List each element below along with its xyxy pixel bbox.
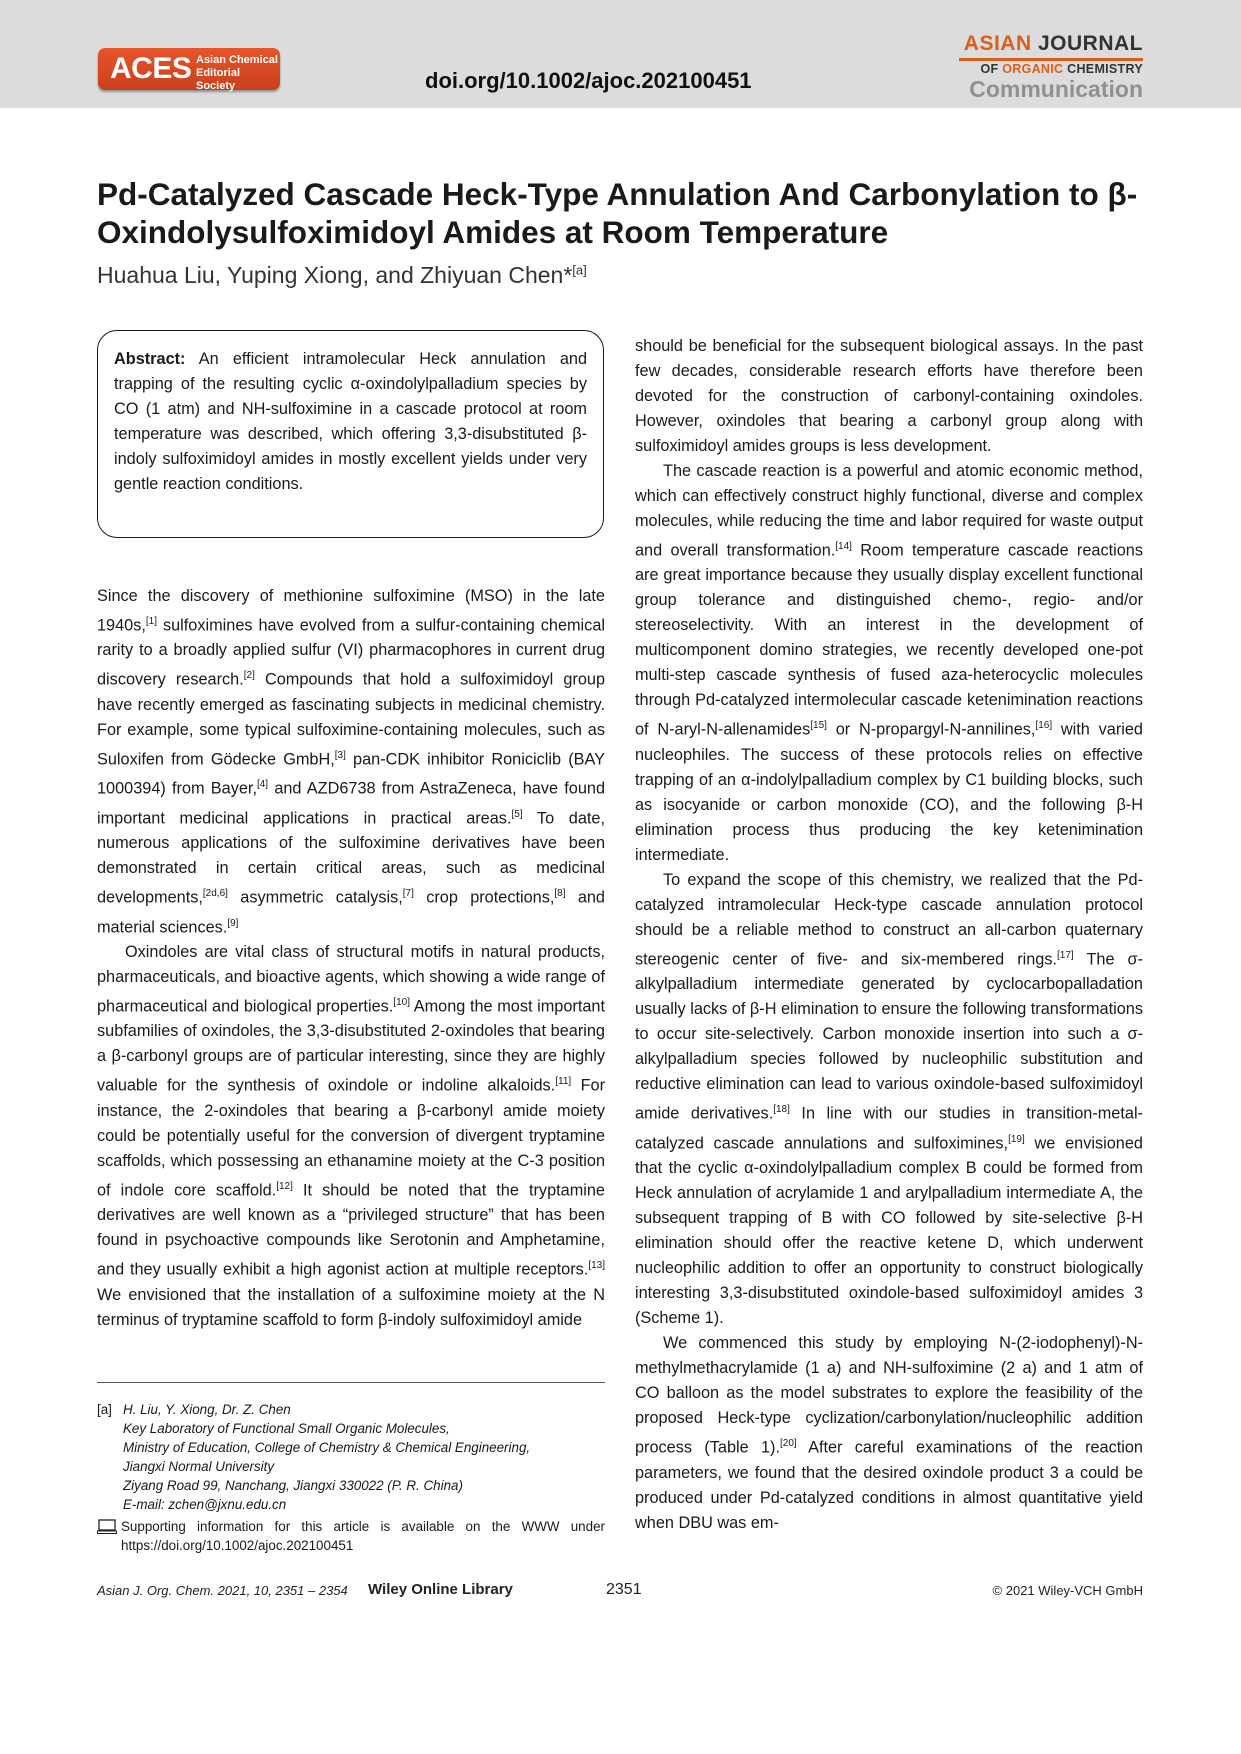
footer-citation: Asian J. Org. Chem. 2021, 10, 2351 – 2354: [97, 1583, 348, 1598]
footnote-line: H. Liu, Y. Xiong, Dr. Z. Chen: [123, 1402, 291, 1417]
article-type: Communication: [969, 76, 1143, 102]
aces-logo-subtitle: Asian Chemical Editorial Society: [196, 54, 278, 92]
footnote-email[interactable]: E-mail: zchen@jxnu.edu.cn: [123, 1497, 287, 1512]
abstract-label: Abstract:: [114, 350, 186, 368]
page-header: [0, 0, 1241, 108]
body-paragraph: We commenced this study by employing N-(2-iodophenyl)-N-methylmethacrylamide (1 a) and NH-sulfoximine (2 a) and 1 atm of CO balloon as the model substrates to explore the feasibility of the proposed Heck-type cyclization/carbonylation/nucleophilic addition process (Table 1).[20] After careful examinations of the reaction parameters, we found that the desired oxindole product 3 a could be produced under Pd-catalyzed conditions in almost quantitative yield when DBU was em-: [635, 1334, 1143, 1532]
body-column-left: [97, 584, 605, 1333]
supporting-info-text: Supporting information for this article is available on the WWW under https://doi.org/10.1002/ajoc.202100451: [121, 1519, 605, 1553]
aces-logo-word: ACES: [110, 52, 192, 85]
footnote-label: [a]: [97, 1402, 112, 1417]
footnote-line: Ministry of Education, College of Chemistry & Chemical Engineering,: [123, 1440, 531, 1455]
journal-name-line1: ASIAN JOURNAL: [963, 32, 1143, 55]
footnote-line: Key Laboratory of Functional Small Organic Molecules,: [123, 1421, 450, 1436]
footer-copyright: © 2021 Wiley-VCH GmbH: [992, 1583, 1143, 1598]
abstract-box: [97, 330, 604, 538]
footnote-line: Ziyang Road 99, Nanchang, Jiangxi 330022 (P. R. China): [123, 1478, 463, 1493]
body-paragraph: To expand the scope of this chemistry, we realized that the Pd-catalyzed intramolecular Heck-type cascade annulation protocol should be a reliable method to construct an all-carbon quaternary stereogenic center of five- and six-membered rings.[17] The σ-alkylpalladium intermediate generated by cyclocarbopalladation usually lacks of β-H elimination to ensure the following transformations to occur site-selectively. Carbon monoxide insertion into such a σ-alkylpalladium species followed by nucleophilic substitution and reductive elimination can lead to various oxindole-based sulfoximidoyl amide derivatives.[18] In line with our studies in transition-metal-catalyzed cascade annulations and sulfoximines,[19] we envisioned that the cyclic α-oxindolylpalladium complex B could be formed from Heck annulation of acrylamide 1 and arylpalladium intermediate A, the subsequent trapping of B with CO followed by site-selective β-H elimination should offer the reactive ketene D, which underwent nucleophilic addition to offer an opportunity to construct biologically interesting 3,3-disubstituted oxindole-based sulfoximidoyl amides 3 (Scheme 1).: [635, 870, 1143, 1328]
aces-logo: [98, 48, 280, 90]
abstract-text: Abstract: An efficient intramolecular Heck annulation and trapping of the resulting cyclic α-oxindolylpalladium species by CO (1 atm) and NH-sulfoximine in a cascade protocol at room temperature was described, which offering 3,3-disubstituted β-indoly sulfoximidoyl amides in mostly excellent yields under very gentle reaction conditions.: [114, 350, 587, 493]
body-paragraph: should be beneficial for the subsequent biological assays. In the past few decades, considerable research efforts have therefore been devoted for the construction of carbonyl-containing oxindoles. However, oxindoles that bearing a carbonyl group along with sulfoximidoyl amides groups is less development.: [635, 337, 1143, 455]
journal-rule: [959, 58, 1143, 61]
footnote-divider: [97, 1382, 605, 1383]
author-list: Huahua Liu, Yuping Xiong, and Zhiyuan Chen*[a]: [97, 262, 587, 288]
author-affiliation-mark: [a]: [572, 262, 587, 278]
page-number: 2351: [606, 1581, 642, 1598]
body-paragraph: Since the discovery of methionine sulfoximine (MSO) in the late 1940s,[1] sulfoximines have evolved from a sulfur-containing chemical rarity to a broadly applied sulfur (VI) pharmacophores in current drug discovery research.[2] Compounds that hold a sulfoximidoyl group have recently emerged as fascinating subjects in medicinal chemistry. For example, some typical sulfoximine-containing molecules, such as Suloxifen from Gödecke GmbH,[3] pan-CDK inhibitor Roniciclib (BAY 1000394) from Bayer,[4] and AZD6738 from AstraZeneca, have found important medicinal applications in practical areas.[5] To date, numerous applications of the sulfoximine derivatives have been demonstrated in certain critical areas, such as medicinal developments,[2d,6] asymmetric catalysis,[7] crop protections,[8] and material sciences.[9]: [97, 587, 605, 936]
doi-link[interactable]: doi.org/10.1002/ajoc.202100451: [425, 68, 752, 93]
body-column-right: [635, 334, 1143, 1536]
body-paragraph: Oxindoles are vital class of structural motifs in natural products, pharmaceuticals, and bioactive agents, which showing a wide range of pharmaceutical and biological properties.[10] Among the most important subfamilies of oxindoles, the 3,3-disubstituted 2-oxindoles that bearing a β-carbonyl groups are of particular interesting, since they are highly valuable for the synthesis of oxindole or indoline alkaloids.[11] For instance, the 2-oxindoles that bearing a β-carbonyl amide moiety could be potentially useful for the conversion of divergent tryptamine scaffolds, which possessing an ethanamine moiety at the C-3 position of indole core scaffold.[12] It should be noted that the tryptamine derivatives are well known as a “privileged structure” that has been found in psychoactive compounds like Serotonin and Amphetamine, and they usually exhibit a high agonist action at multiple receptors.[13] We envisioned that the installation of a sulfoximine moiety at the N terminus of tryptamine scaffold to form β-indoly sulfoximidoyl amide: [97, 942, 605, 1329]
journal-name-line2: OF ORGANIC CHEMISTRY: [980, 62, 1143, 76]
footnote-line: Jiangxi Normal University: [123, 1459, 275, 1474]
article-title: Pd-Catalyzed Cascade Heck-Type Annulation And Carbonylation to β-Oxindolysulfoximidoyl Amides at Room Temperature: [97, 176, 1138, 250]
footer-publisher-link[interactable]: Wiley Online Library: [368, 1581, 513, 1598]
supporting-info: [97, 1517, 605, 1555]
affiliation-footnote: [97, 1400, 605, 1514]
computer-icon: [97, 1519, 117, 1534]
body-paragraph: The cascade reaction is a powerful and atomic economic method, which can effectively construct highly functional, diverse and complex molecules, while reducing the time and labor required for waste output and overall transformation.[14] Room temperature cascade reactions are great importance because they usually display excellent functional group tolerance and distinguished chemo-, regio- and/or stereoselectivity. With an interest in the development of multicomponent domino strategies, we recently developed one-pot multi-step cascade synthesis of fused aza-heterocyclic molecules through Pd-catalyzed intermolecular cascade ketenimination reactions of N-aryl-N-allenamides[15] or N-propargyl-N-annilines,[16] with varied nucleophiles. The success of these protocols relies on effective trapping of an α-indolylpalladium complex by C1 building blocks, such as isocyanide or carbon monoxide (CO), and the following β-H elimination process thus producing the key ketenimination intermediate.: [635, 462, 1143, 864]
